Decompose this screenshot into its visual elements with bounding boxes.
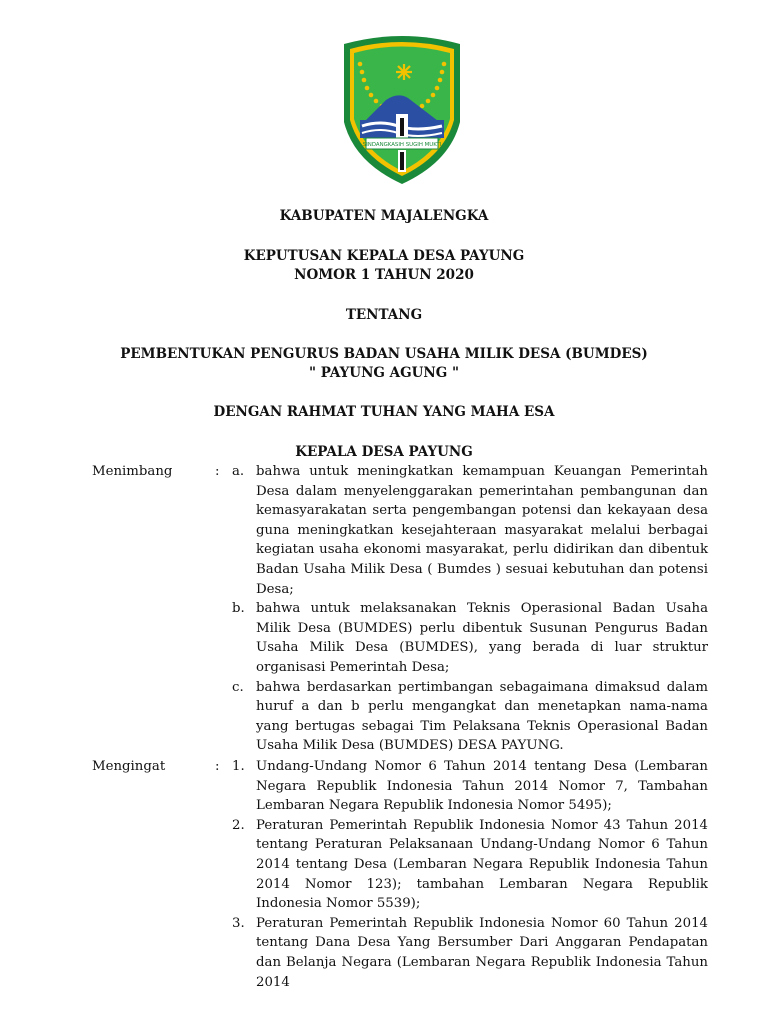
- subject-line-1: PEMBENTUKAN PENGURUS BADAN USAHA MILIK DESA (BUMDES): [120, 346, 648, 362]
- item-marker: c.: [232, 679, 244, 695]
- menimbang-item: [92, 599, 708, 677]
- menimbang-section: [92, 462, 708, 756]
- item-text: Undang-Undang Nomor 6 Tahun 2014 tentang Desa (Lembaran Negara Republik Indonesia Tahun 2014 Nomor 7, Tambahan Lembaran Negara Republik Indonesia Nomor 5495);: [256, 759, 708, 814]
- item-text: bahwa berdasarkan pertimbangan sebagaimana dimaksud dalam huruf a dan b perlu mengangkat dan menetapkan nama-nama yang bertugas sebagai Tim Pelaksana Teknis Operasional Badan Usaha Milik Desa (BUMDES) DESA PAYUNG.: [256, 679, 708, 754]
- menimbang-item: [92, 462, 708, 599]
- mengingat-item: [92, 816, 708, 914]
- section-colon: :: [215, 464, 220, 479]
- section-colon: :: [215, 759, 220, 774]
- item-marker: 3.: [232, 915, 245, 931]
- item-text: bahwa untuk melaksanakan Teknis Operasional Badan Usaha Milik Desa (BUMDES) perlu dibentuk Susunan Pengurus Badan Usaha Milik Desa (BUMDES), yang berada di luar struktur organisasi Pemerintah Desa;: [256, 601, 708, 675]
- item-marker: 1.: [232, 759, 245, 774]
- authority-line: KEPALA DESA PAYUNG: [295, 444, 473, 460]
- blessing-line: DENGAN RAHMAT TUHAN YANG MAHA ESA: [213, 404, 555, 420]
- decree-number: NOMOR 1 TAHUN 2020: [294, 267, 474, 283]
- decree-title: KEPUTUSAN KEPALA DESA PAYUNG: [243, 248, 525, 264]
- item-text: Peraturan Pemerintah Republik Indonesia Nomor 43 Tahun 2014 tentang Peraturan Pelaksanaan Undang-Undang Nomor 6 Tahun 2014 tentang Desa (Lembaran Negara Republik Indonesia Tahun 2014 Nomor 123); tambahan Lembaran Negara Republik Indonesia Nomor 5539);: [256, 817, 708, 912]
- svg-text:SINDANGKASIH SUGIH MUKTI: SINDANGKASIH SUGIH MUKTI: [362, 142, 442, 148]
- mengingat-item: [92, 757, 708, 816]
- mengingat-section: [92, 757, 708, 992]
- section-label: Menimbang: [92, 464, 173, 479]
- item-marker: b.: [232, 601, 245, 617]
- kabupaten-majalengka-emblem: [340, 34, 464, 186]
- region-title: KABUPATEN MAJALENGKA: [279, 208, 489, 224]
- section-label: Mengingat: [92, 759, 166, 774]
- item-marker: 2.: [232, 817, 245, 833]
- menimbang-item: [92, 678, 708, 756]
- subject-line-2: " PAYUNG AGUNG ": [308, 365, 460, 381]
- item-marker: a.: [232, 464, 245, 479]
- item-text: Peraturan Pemerintah Republik Indonesia Nomor 60 Tahun 2014 tentang Dana Desa Yang Bersumber Dari Anggaran Pendapatan dan Belanja Negara (Lembaran Negara Republik Indonesia Tahun 2014: [256, 915, 708, 990]
- mengingat-item: [92, 914, 708, 992]
- item-text: bahwa untuk meningkatkan kemampuan Keuangan Pemerintah Desa dalam menyelenggarakan pemerintahan pembangunan dan kemasyarakatan serta pengembangan potensi dan kekayaan desa guna meningkatkan kesejahteraan masyarakat melalui berbagai kegiatan usaha ekonomi masyarakat, perlu didirikan dan dibentuk Badan Usaha Milik Desa ( Bumdes ) sesuai kebutuhan dan potensi Desa;: [256, 464, 708, 597]
- about-label: TENTANG: [345, 307, 423, 323]
